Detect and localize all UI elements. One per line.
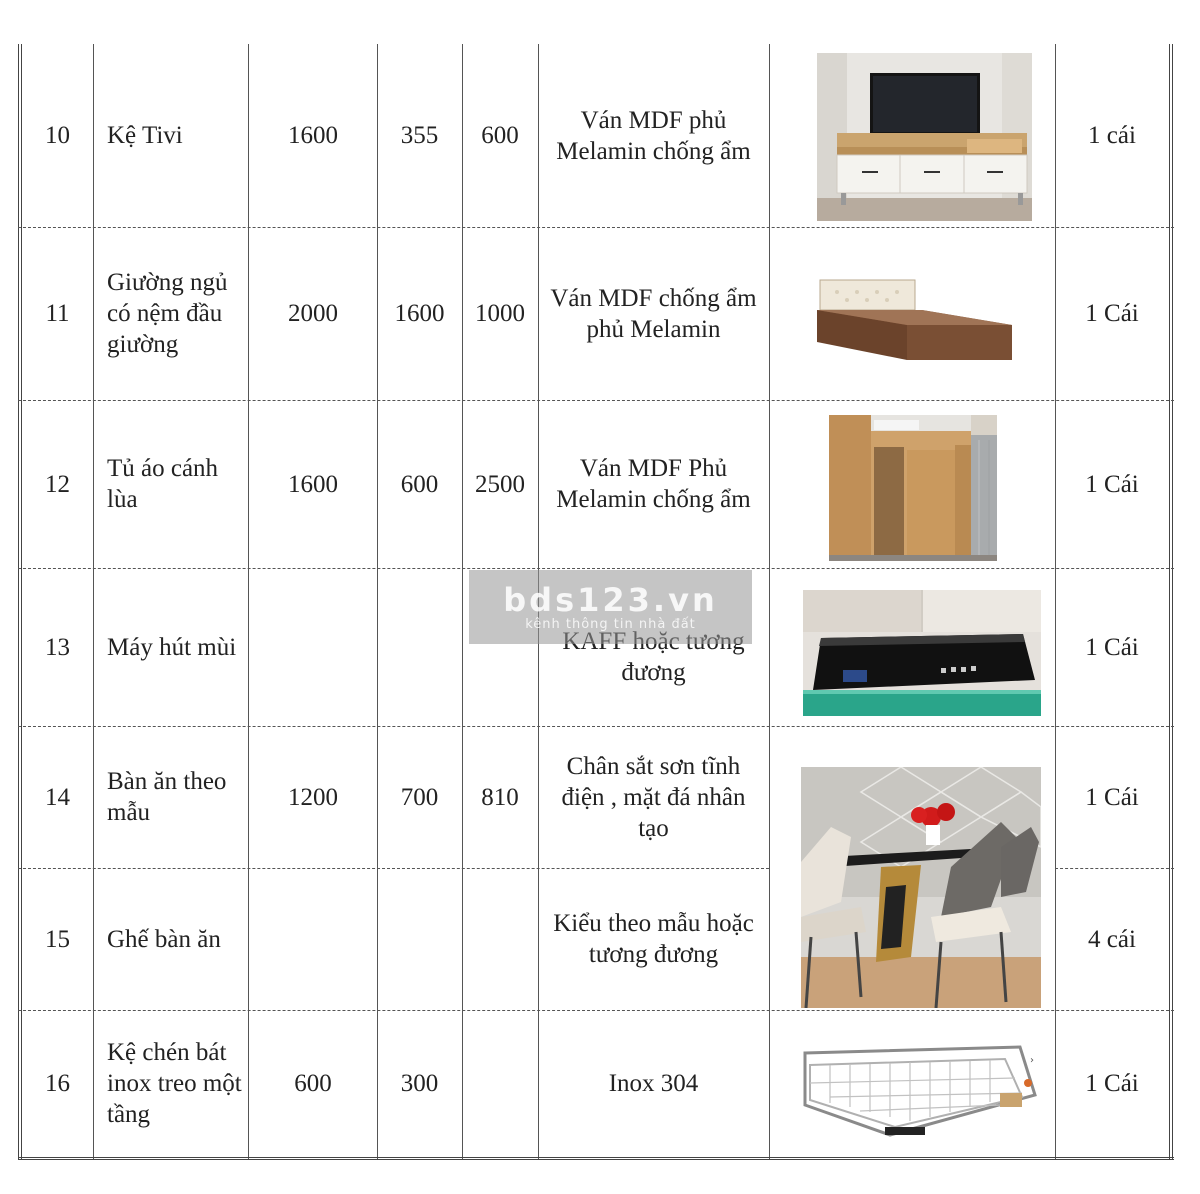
cell-length: [249, 868, 377, 1010]
watermark-logo-text: bds123.vn: [503, 580, 718, 619]
svg-text:›: ›: [1030, 1055, 1034, 1066]
cell-quantity: 1 Cái: [1085, 1070, 1139, 1097]
tv-stand-photo: [817, 53, 1032, 221]
cell-quantity: 1 cái: [1088, 122, 1136, 149]
cell-width: 700: [400, 783, 439, 811]
cell-name: Kệ Tivi: [107, 122, 183, 149]
cell-height: 600: [481, 122, 519, 149]
table-border-right: [1169, 44, 1173, 1160]
cell-stt: 12: [45, 470, 70, 498]
cell-name: Máy hút mùi: [107, 633, 237, 661]
cell-length: 2000: [288, 300, 338, 327]
bed-photo: [812, 270, 1017, 370]
cell-material: Ván MDF chống ẩm phủ Melamin: [550, 284, 757, 343]
cell-width: 300: [400, 1070, 439, 1097]
cell-length: 1600: [288, 122, 338, 149]
cell-width: [377, 868, 462, 1010]
cell-height: 1000: [475, 300, 525, 327]
dish-rack-photo: [800, 1035, 1040, 1143]
cell-quantity: 1 Cái: [1085, 633, 1139, 661]
cell-material: Ván MDF phủ Melamin chống ẩm: [556, 106, 751, 165]
cell-name: Ghế bàn ăn: [107, 925, 221, 953]
cell-stt: 11: [45, 300, 70, 327]
cell-stt: 10: [45, 122, 70, 149]
cell-name: Bàn ăn theo mẫu: [107, 768, 227, 826]
range-hood-photo: [803, 590, 1041, 716]
table-border-bottom: [18, 1157, 1174, 1160]
watermark-tagline: kênh thông tin nhà đất: [525, 616, 696, 632]
cell-material: Kiểu theo mẫu hoặc tương đương: [553, 910, 754, 968]
watermark: [469, 570, 752, 644]
cell-height: [462, 868, 538, 1010]
cell-stt: 13: [45, 633, 70, 661]
cell-name: Giường ngủ có nệm đầu giường: [107, 269, 228, 358]
cell-stt: 14: [45, 783, 70, 811]
cell-stt: 15: [45, 925, 70, 953]
cell-width: 1600: [394, 300, 445, 327]
cell-material: Ván MDF Phủ Melamin chống ẩm: [556, 455, 751, 513]
cell-quantity: 4 cái: [1088, 925, 1136, 953]
cell-material: đương: [621, 659, 686, 686]
cell-height: 810: [481, 783, 519, 811]
dining-set-photo: [801, 767, 1041, 1008]
cell-length: 600: [294, 1070, 332, 1097]
col-divider: [769, 44, 770, 1160]
cell-quantity: 1 Cái: [1085, 300, 1139, 327]
cell-quantity: 1 Cái: [1085, 783, 1139, 811]
cell-material: Inox 304: [608, 1070, 699, 1097]
cell-length: 1200: [288, 783, 338, 811]
cell-material: Chân sắt sơn tĩnh điện , mặt đá nhân tạo: [561, 752, 746, 842]
cell-name: Kệ chén bát inox treo một tầng: [107, 1039, 242, 1128]
cell-length: 1600: [288, 470, 338, 498]
cell-stt: 16: [45, 1070, 70, 1097]
cell-name: Tủ áo cánh lùa: [107, 455, 219, 513]
cell-width: 600: [400, 470, 439, 498]
cell-quantity: 1 Cái: [1085, 470, 1139, 498]
cell-width: 355: [400, 122, 439, 149]
cell-height: [462, 1010, 538, 1157]
cell-height: 2500: [475, 470, 525, 498]
cell-width: [377, 568, 462, 726]
cell-length: [249, 568, 377, 726]
wardrobe-photo: [829, 415, 997, 561]
